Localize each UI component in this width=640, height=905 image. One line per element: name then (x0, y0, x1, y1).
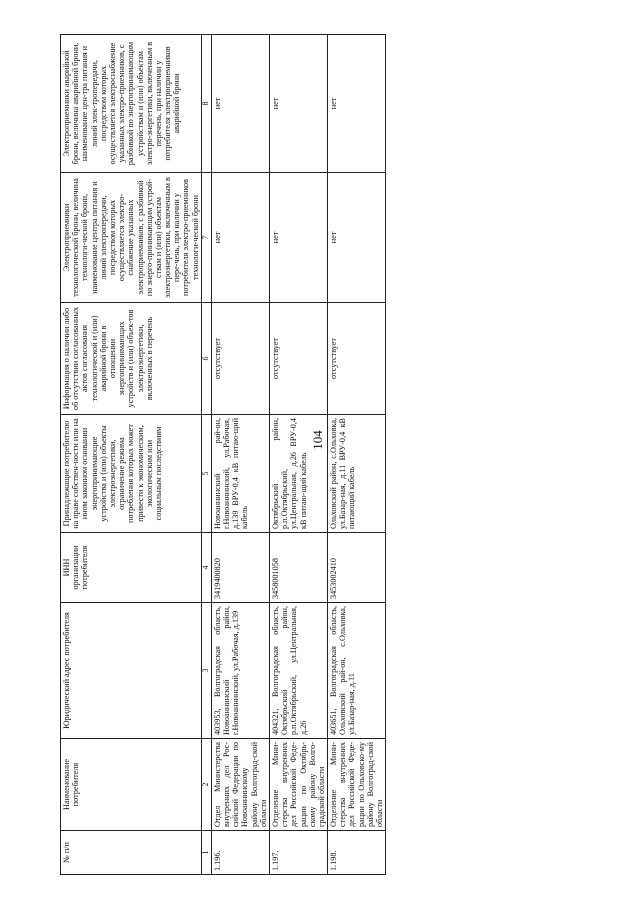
reserve-acts: отсутствует (328, 303, 386, 415)
row-number: 1.197. (269, 831, 327, 875)
header-devices: Принадлежащие потребителю на праве собствен-ности или на ином законном основании энергопринимающие устройства и (или) объекты электроэнергетики, ограничение режима потребления которых может привести к экономическим, экологическим или социальным последствиям (61, 415, 202, 533)
consumer-address: 403651, Волгоградская область, Ольховский рай-он, с.Ольховка, ул.Базар-ная, д.11 (328, 603, 386, 739)
row-number: 1.196. (211, 831, 269, 875)
row-number: 1.198. (328, 831, 386, 875)
column-number: 6 (201, 303, 211, 415)
rotated-table-sheet (60, 35, 384, 875)
header-acts: Информация о наличии либо об отсутствии согласованных актов согласования технологической и (или) аварийной брони в отношении энергопринимающих устройств и (или) объек-тов электроэнергетики, включенных в перечень (61, 303, 202, 415)
consumer-devices: Новоаннинский рай-он, г.Новоаннинский, ул.Рабочая, д.139 ВРУ-0,4 кВ питаю-щий кабель (211, 415, 269, 533)
header-address: Юридический адрес потребителя (61, 603, 202, 739)
emergency-reserve: нет (328, 35, 386, 173)
column-number: 3 (201, 603, 211, 739)
header-tech-reserve: Электроприемники технологической брони, величина технологи-ческой брони, наименование центра питания и линий электропередачи, посредством которых осуществляется электро-снабжение указанных электроприемников, с разбивкой по энерго-принимающим устрой-ствам и (или) объектам электроэнергетики, включенным в пере-чень, при наличии у потребителя электро-приемников технологи-ческой брони (61, 173, 202, 303)
consumer-address: 404321, Волгоградская область, Октябрьский район, р.п.Октябрьский, ул.Центральная, д.26 (269, 603, 327, 739)
tech-reserve: нет (211, 173, 269, 303)
table-row (269, 35, 327, 875)
consumer-name: Отдел Министерства внутренних дел Рос-сийской Федерации по Новоаннинскому району Волгоград-ской области (211, 739, 269, 831)
column-number: 7 (201, 173, 211, 303)
header-row (61, 35, 202, 875)
column-number: 5 (201, 415, 211, 533)
consumer-inn: 3458001058 (269, 533, 327, 603)
consumer-address: 403953, Волгоградская область, Новоаннинский район, г.Новоаннинский, ул.Рабочая, д.139 (211, 603, 269, 739)
emergency-reserve: нет (269, 35, 327, 173)
consumer-inn: 3419400820 (211, 533, 269, 603)
consumer-name: Отделение Мини-стерства внутренних дел Российской Феде-рации по Октябрь-скому району Волго-градской области (269, 739, 327, 831)
table-row (211, 35, 269, 875)
column-number: 1 (201, 831, 211, 875)
column-number: 2 (201, 739, 211, 831)
page-number: 104 (310, 430, 325, 450)
header-num: № п/п (61, 831, 202, 875)
column-number: 8 (201, 35, 211, 173)
header-name: Наименование потребителя (61, 739, 202, 831)
consumer-inn: 3453002410 (328, 533, 386, 603)
table-frame (60, 35, 384, 875)
emergency-reserve: нет (211, 35, 269, 173)
reserve-acts: отсутствует (269, 303, 327, 415)
consumer-devices: Октябрьский район, р.п.Октябрьский, ул.Центральная, д.26 ВРУ-0,4 кВ питаю-щий кабель (269, 415, 327, 533)
tech-reserve: нет (328, 173, 386, 303)
table-row (328, 35, 386, 875)
header-emergency-reserve: Электроприемники аварийной брони, величина аварийной брони, наименование цен-тра питания и линий элек-тропередачи, посредством которых осуществляется электроснабжение указанных электро-приемников, с разбивкой по энергопринимающим устройствам и (или) объектам электро-энергетики, включенным в перечень, при наличии у потребителя электроприемников аварийной брони (61, 35, 202, 173)
column-number-row (201, 35, 211, 875)
header-inn: ИНН организации потребителя (61, 533, 202, 603)
column-number: 4 (201, 533, 211, 603)
consumer-table (60, 34, 386, 875)
consumer-name: Отделение Мини-стерства внутренних дел Российской Феде-рации по Ольховско-му району Волгоград-ской области (328, 739, 386, 831)
tech-reserve: нет (269, 173, 327, 303)
reserve-acts: отсутствует (211, 303, 269, 415)
consumer-devices: Ольховский район, с.Ольховка, ул.Базар-ная, д.11 ВРУ-0,4 кВ питающий кабель (328, 415, 386, 533)
